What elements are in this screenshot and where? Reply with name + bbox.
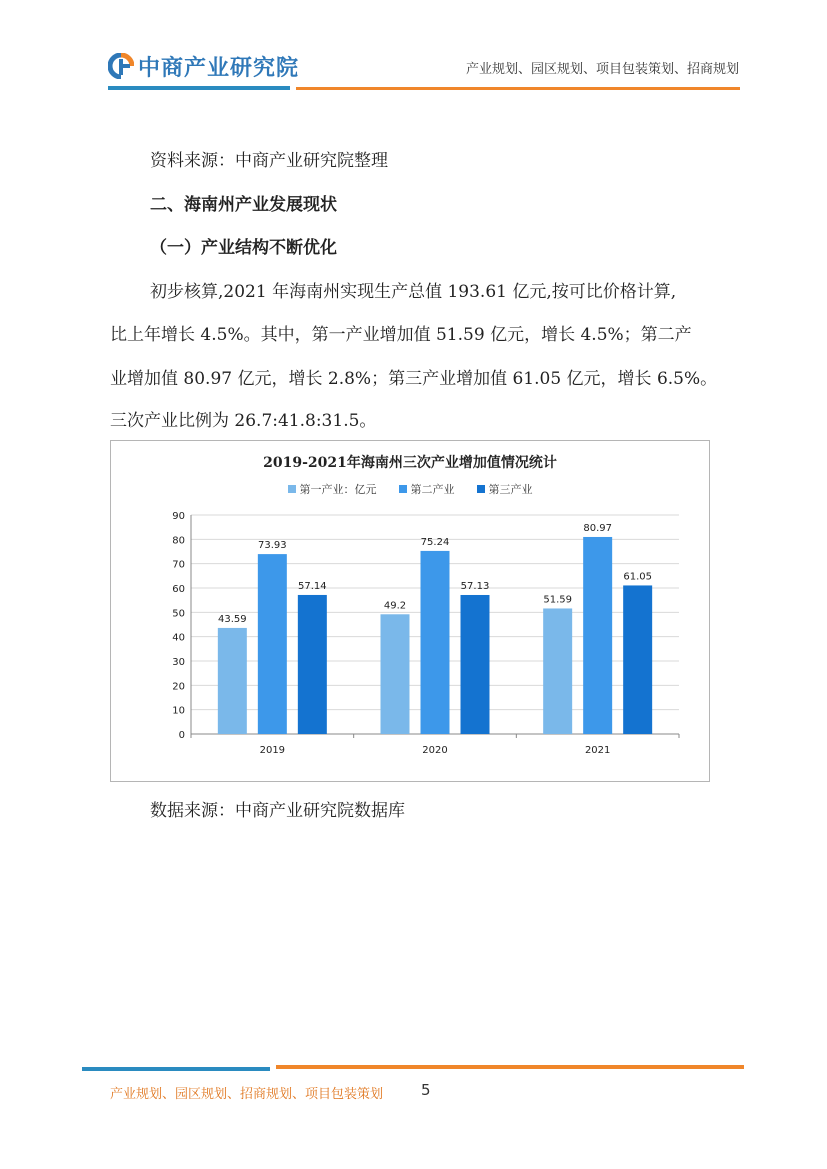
data-label: 75.24 bbox=[420, 536, 450, 548]
header-divider-orange bbox=[296, 87, 740, 90]
y-tick-label: 90 bbox=[172, 511, 185, 522]
y-tick-label: 30 bbox=[172, 657, 185, 668]
data-label: 57.13 bbox=[460, 580, 490, 592]
logo-text: 中商产业研究院 bbox=[138, 55, 300, 81]
header-divider-blue bbox=[108, 86, 290, 90]
paragraph-line: 三次产业比例为 26.7:41.8:31.5。 bbox=[110, 411, 377, 431]
legend-label: 第二产业 bbox=[410, 483, 455, 496]
data-source-note: 数据来源：中商产业研究院数据库 bbox=[150, 801, 405, 821]
data-label: 51.59 bbox=[543, 594, 572, 606]
bar bbox=[421, 551, 450, 734]
section-heading: 二、海南州产业发展现状 bbox=[150, 195, 337, 215]
y-tick-label: 40 bbox=[172, 632, 185, 644]
y-tick-label: 70 bbox=[172, 559, 185, 571]
bar bbox=[258, 554, 287, 734]
bar bbox=[461, 595, 490, 734]
x-tick-label: 2021 bbox=[584, 745, 611, 756]
header-tagline: 产业规划、园区规划、项目包装策划、招商规划 bbox=[465, 62, 739, 77]
y-tick-label: 10 bbox=[172, 705, 185, 717]
y-tick-label: 50 bbox=[172, 608, 185, 620]
data-label: 80.97 bbox=[583, 522, 612, 534]
y-tick-label: 60 bbox=[172, 584, 185, 595]
paragraph-line: 初步核算,2021 年海南州实现生产总值 193.61 亿元,按可比价格计算, bbox=[150, 282, 677, 302]
bar bbox=[381, 614, 410, 734]
company-logo bbox=[108, 52, 299, 80]
y-tick-label: 20 bbox=[172, 681, 185, 693]
bar bbox=[583, 537, 612, 734]
bar bbox=[543, 608, 572, 734]
x-tick-label: 2020 bbox=[422, 745, 448, 756]
chart-title: 2019-2021年海南州三次产业增加值情况统计 bbox=[263, 455, 557, 471]
x-tick-label: 2019 bbox=[259, 745, 286, 756]
bar bbox=[298, 595, 327, 734]
footer-tagline: 产业规划、园区规划、招商规划、项目包装策划 bbox=[110, 1087, 384, 1102]
paragraph-line: 业增加值 80.97 亿元，增长 2.8%；第三产业增加值 61.05 亿元，增长 6.5%。 bbox=[110, 369, 718, 389]
y-tick-label: 80 bbox=[172, 535, 185, 547]
data-label: 61.05 bbox=[623, 571, 652, 583]
chart-plot-area bbox=[111, 441, 709, 781]
data-label: 49.2 bbox=[383, 600, 407, 612]
logo-icon bbox=[108, 53, 134, 79]
legend-label: 第三产业 bbox=[488, 483, 533, 496]
bar-chart bbox=[110, 440, 710, 782]
sub-heading: （一）产业结构不断优化 bbox=[150, 238, 337, 258]
source-note: 资料来源：中商产业研究院整理 bbox=[150, 151, 388, 171]
bar bbox=[623, 585, 652, 734]
footer-divider-orange bbox=[276, 1065, 744, 1069]
data-label: 73.93 bbox=[258, 540, 287, 552]
legend-label: 第一产业：亿元 bbox=[299, 483, 377, 496]
footer-divider-blue bbox=[82, 1067, 270, 1071]
paragraph-line: 比上年增长 4.5%。其中，第一产业增加值 51.59 亿元，增长 4.5%；第二产 bbox=[110, 325, 692, 345]
data-label: 43.59 bbox=[218, 613, 247, 625]
bar bbox=[218, 628, 247, 734]
page-number: 5 bbox=[421, 1081, 431, 1099]
y-tick-label: 0 bbox=[178, 730, 185, 741]
data-label: 57.14 bbox=[298, 580, 327, 592]
